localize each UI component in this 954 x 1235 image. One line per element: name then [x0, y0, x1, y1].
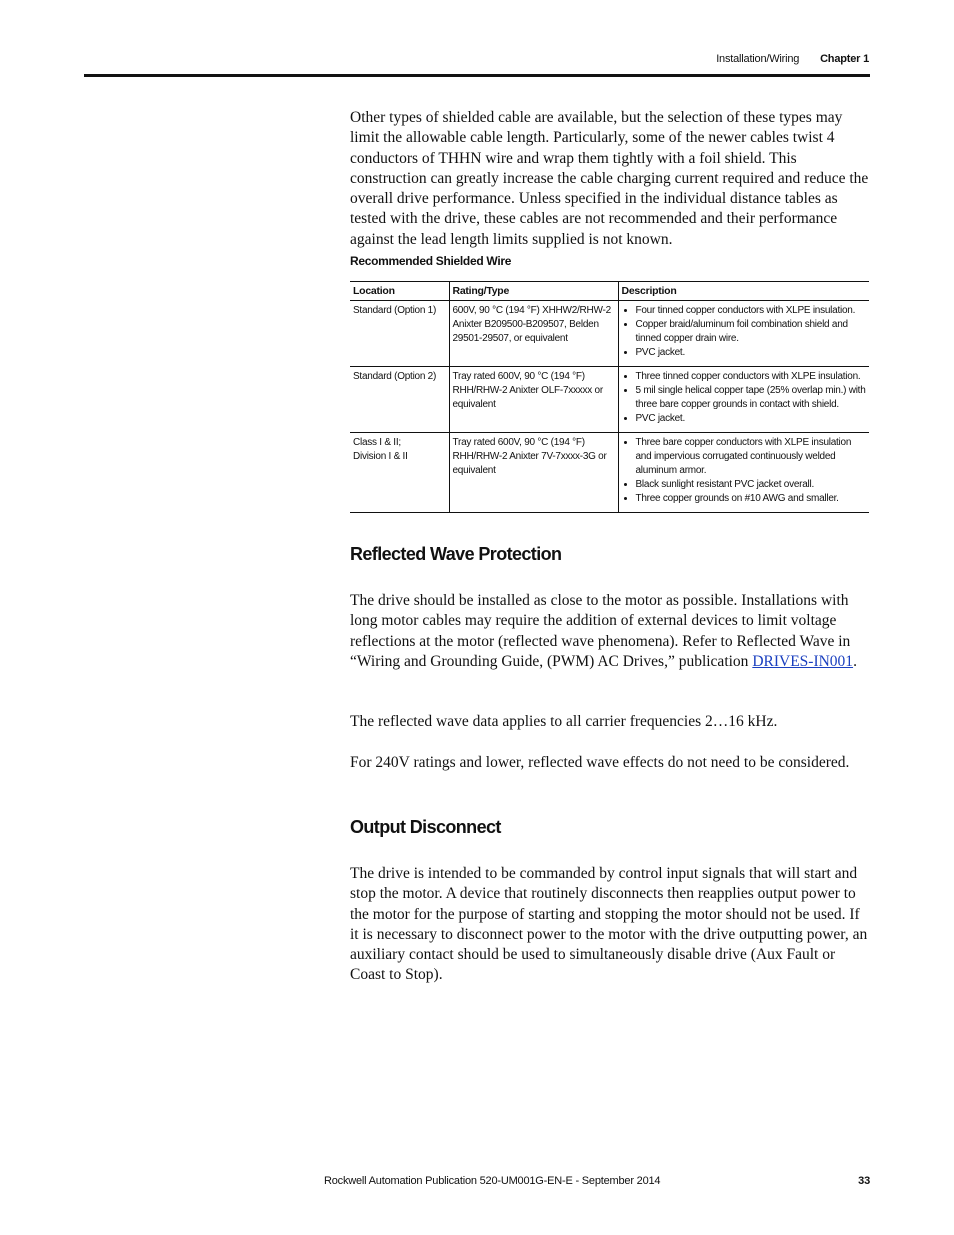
intro-paragraph: Other types of shielded cable are available, but the selection of these types may limit the allowable cable length. Particularly, some of the newer cables twist 4 conductors of THHN wire and wrap them tightly with a foil shield. This construction can greatly increase the cable charging current required and reduce the overall drive performance. Unless specified in the individual distance tables as tested with the drive, these cables are not recommended and their performance against the lead length limits supplied is not known.	[350, 109, 869, 248]
header-chapter: Chapter 1	[820, 53, 869, 65]
shielded-wire-table	[350, 281, 869, 513]
page-header	[716, 53, 869, 65]
table-caption: Recommended Shielded Wire	[350, 254, 512, 268]
column-header-description: Description	[618, 282, 869, 301]
cell-description	[618, 367, 869, 433]
header-section: Installation/Wiring	[716, 53, 800, 65]
table-row	[350, 433, 869, 513]
drives-in001-link[interactable]: DRIVES-IN001	[752, 652, 854, 670]
reflected-paragraph-3: For 240V ratings and lower, reflected wave effects do not need to be considered.	[350, 754, 850, 771]
description-bullet: • Three bare copper conductors with XLPE insulation and impervious corrugated continuously welded aluminum armor.	[636, 436, 867, 478]
location-line: Class I & II;	[353, 437, 401, 448]
column-header-location: Location	[350, 282, 449, 301]
description-bullet: • 5 mil single helical copper tape (25% overlap min.) with three bare copper grounds in contact with shield.	[636, 384, 867, 412]
footer-publication: Rockwell Automation Publication 520-UM001G-EN-E - September 2014	[324, 1175, 661, 1187]
location-line: Division I & II	[353, 451, 408, 462]
description-bullet: • Three copper grounds on #10 AWG and smaller.	[636, 492, 867, 506]
cell-location	[350, 433, 449, 513]
table-header-row	[350, 282, 869, 301]
table-row	[350, 367, 869, 433]
description-bullet: • PVC jacket.	[636, 412, 867, 426]
output-disconnect-heading: Output Disconnect	[350, 817, 501, 837]
description-bullet: • Black sunlight resistant PVC jacket overall.	[636, 478, 867, 492]
cell-rating: Tray rated 600V, 90 °C (194 °F) RHH/RHW-2 Anixter OLF-7xxxxx or equivalent	[449, 367, 618, 433]
description-bullet: • Copper braid/aluminum foil combination shield and tinned copper drain wire.	[636, 318, 867, 346]
table-row	[350, 301, 869, 367]
cell-rating: Tray rated 600V, 90 °C (194 °F) RHH/RHW-2 Anixter 7V-7xxxx-3G or equivalent	[449, 433, 618, 513]
description-bullet: • Three tinned copper conductors with XLPE insulation.	[636, 370, 867, 384]
cell-location: Standard (Option 2)	[350, 367, 449, 433]
output-disconnect-paragraph: The drive is intended to be commanded by control input signals that will start and stop the motor. A device that routinely disconnects then reapplies output power to the motor for the purpose of starting and stopping the motor should not be used. If it is necessary to disconnect power to the motor with the drive outputting power, an auxiliary contact should be used to simultaneously disable drive (Aux Fault or Coast to Stop).	[350, 865, 868, 984]
reflected-paragraph-text: The drive should be installed as close to the motor as possible. Installations with long motor cables may require the addition of external devices to limit voltage reflections at the motor (reflected wave phenomena). Refer to Reflected Wave in “Wiring and Grounding Guide, (PWM) AC Drives,” publication	[350, 592, 851, 670]
description-bullet: • PVC jacket.	[636, 346, 867, 360]
reflected-paragraph-1	[350, 591, 870, 672]
column-header-rating: Rating/Type	[449, 282, 618, 301]
reflected-wave-heading: Reflected Wave Protection	[350, 544, 562, 564]
cell-description	[618, 433, 869, 513]
description-bullet: • Four tinned copper conductors with XLPE insulation.	[636, 304, 867, 318]
reflected-paragraph-end: .	[853, 652, 857, 670]
cell-description	[618, 301, 869, 367]
page-number: 33	[858, 1175, 870, 1187]
cell-location: Standard (Option 1)	[350, 301, 449, 367]
cell-rating: 600V, 90 °C (194 °F) XHHW2/RHW-2 Anixter B209500-B209507, Belden 29501-29507, or equivalent	[449, 301, 618, 367]
header-rule	[84, 74, 870, 77]
reflected-paragraph-2: The reflected wave data applies to all carrier frequencies 2…16 kHz.	[350, 713, 778, 730]
